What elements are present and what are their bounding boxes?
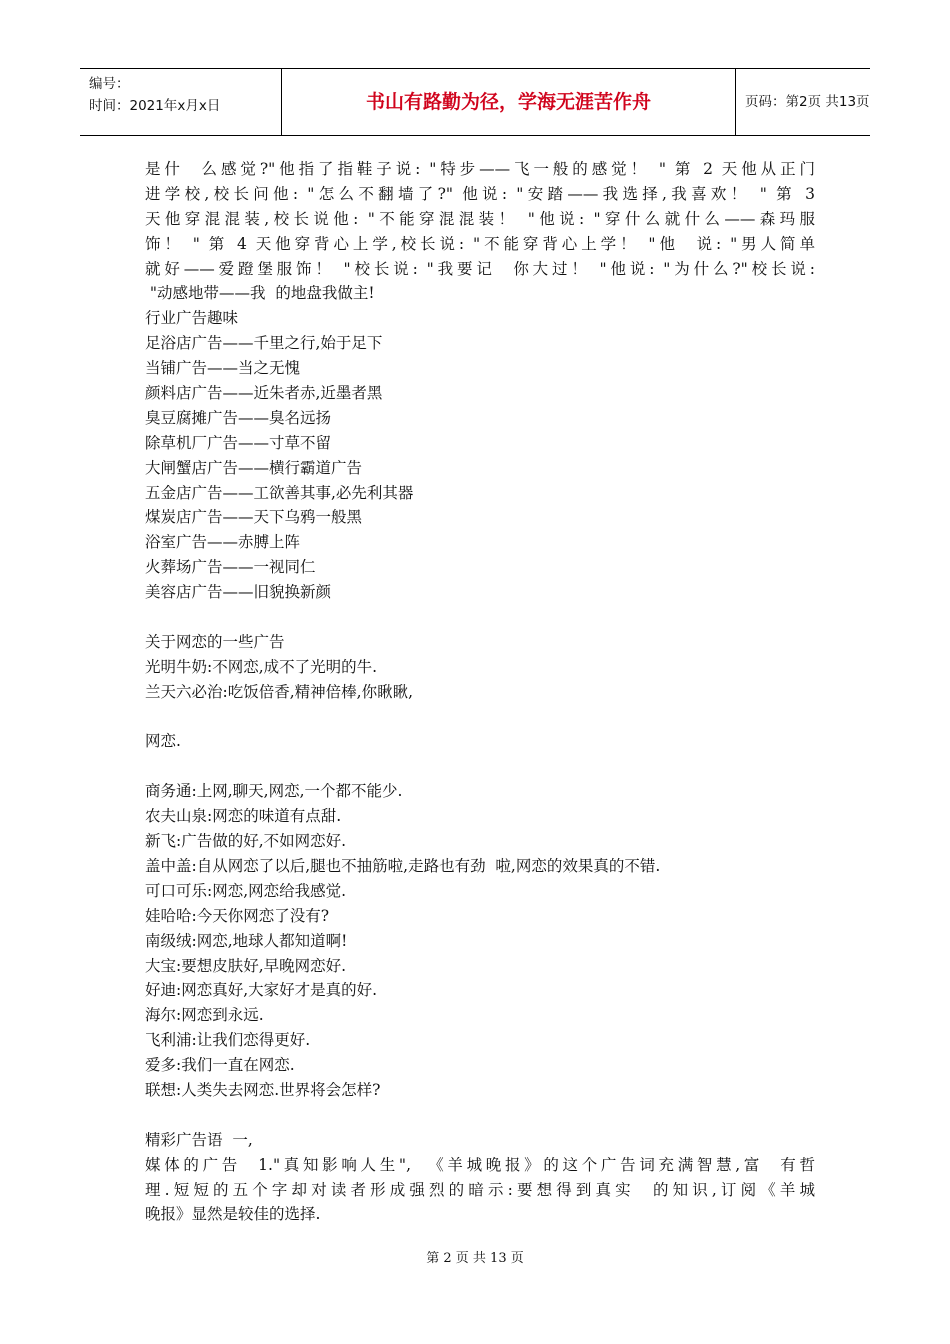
body-line: 商务通:上网,聊天,网恋,一个都不能少. bbox=[145, 782, 403, 801]
page-header bbox=[80, 68, 870, 136]
body-line: 好迪:网恋真好,大家好才是真的好. bbox=[145, 981, 378, 1000]
body-line: 就好——爱蹬堡服饰！ "校长说: "我要记 你大过！ "他说: "为什么?"校长说: bbox=[145, 259, 815, 278]
body-line: 飞利浦:让我们恋得更好. bbox=[145, 1031, 311, 1050]
body-line: 饰！ " 第 4 天他穿背心上学,校长说: "不能穿背心上学！ "他 说: "男人简单 bbox=[145, 234, 815, 253]
body-line: 浴室广告——赤膊上阵 bbox=[145, 533, 301, 552]
body-line: 是什 么感觉?"他指了指鞋子说: "特步——飞一般的感觉！ " 第 2 天他从正门 bbox=[145, 160, 815, 178]
header-slogan: 书山有路勤为径，学海无涯苦作舟 bbox=[282, 69, 736, 135]
body-line: 精彩广告语 一, bbox=[145, 1130, 253, 1149]
body-line: 除草机厂广告——寸草不留 bbox=[145, 433, 332, 452]
header-page-number: 页码：第2页 共13页 bbox=[745, 94, 870, 110]
body-line: 美容店广告——旧貌换新颜 bbox=[145, 583, 332, 602]
body-line: 进学校,校长问他: "怎么不翻墙了?" 他说: "安踏——我选择,我喜欢！ " 第 3 bbox=[145, 184, 815, 203]
header-info-cell bbox=[80, 69, 282, 135]
body-line: 煤炭店广告——天下乌鸦一般黑 bbox=[145, 508, 363, 527]
blank-line bbox=[145, 1103, 815, 1128]
body-line: 兰天六必治:吃饭倍香,精神倍棒,你瞅瞅, bbox=[145, 682, 414, 701]
body-line: 海尔:网恋到永远. bbox=[145, 1006, 264, 1025]
body-line: 网恋. bbox=[145, 732, 181, 751]
body-line: 足浴店广告——千里之行,始于足下 bbox=[145, 334, 383, 353]
body-line: 关于网恋的一些广告 bbox=[145, 632, 285, 651]
body-line: 大闸蟹店广告——横行霸道广告 bbox=[145, 458, 363, 477]
body-line: 理.短短的五个字却对读者形成强烈的暗示:要想得到真实 的知识,订阅《羊城 bbox=[145, 1180, 815, 1199]
body-line: 臭豆腐摊广告——臭名远扬 bbox=[145, 408, 332, 427]
body-line: 当铺广告——当之无愧 bbox=[145, 359, 301, 378]
blank-line bbox=[145, 605, 815, 630]
document-date-label: 时间：2021年x月x日 bbox=[89, 98, 221, 114]
body-line: 晚报》显然是较佳的选择. bbox=[145, 1205, 321, 1224]
body-line: 可口可乐:网恋,网恋给我感觉. bbox=[145, 881, 347, 900]
blank-line bbox=[145, 754, 815, 779]
document-number-label: 编号： bbox=[89, 76, 130, 92]
body-line: 颜料店广告——近朱者赤,近墨者黑 bbox=[145, 384, 383, 403]
body-line: 大宝:要想皮肤好,早晚网恋好. bbox=[145, 956, 347, 975]
body-line: 娃哈哈:今天你网恋了没有? bbox=[145, 906, 330, 925]
body-line: 光明牛奶:不网恋,成不了光明的牛. bbox=[145, 657, 378, 676]
blank-line bbox=[145, 705, 815, 730]
body-line: 新飞:广告做的好,不如网恋好. bbox=[145, 832, 347, 851]
body-line: 五金店广告——工欲善其事,必先利其器 bbox=[145, 483, 414, 502]
body-line: 媒体的广告 1."真知影响人生", 《羊城晚报》的这个广告词充满智慧,富 有哲 bbox=[145, 1155, 815, 1174]
body-line: 南级绒:网恋,地球人都知道啊! bbox=[145, 931, 348, 950]
body-line: "动感地带——我 的地盘我做主! bbox=[145, 284, 375, 303]
document-body bbox=[145, 157, 815, 1227]
body-line: 天他穿混混装,校长说他: "不能穿混混装！ "他说: "穿什么就什么——森玛服 bbox=[145, 209, 815, 228]
page-footer: 第 2 页 共 13 页 bbox=[426, 1251, 524, 1266]
body-line: 盖中盖:自从网恋了以后,腿也不抽筋啦,走路也有劲 啦,网恋的效果真的不错. bbox=[145, 856, 661, 875]
body-line: 爱多:我们一直在网恋. bbox=[145, 1056, 295, 1075]
body-line: 火葬场广告——一视同仁 bbox=[145, 558, 316, 577]
body-line: 农夫山泉:网恋的味道有点甜. bbox=[145, 807, 342, 826]
body-line: 联想:人类失去网恋.世界将会怎样? bbox=[145, 1080, 381, 1099]
body-line: 行业广告趣味 bbox=[145, 309, 239, 328]
